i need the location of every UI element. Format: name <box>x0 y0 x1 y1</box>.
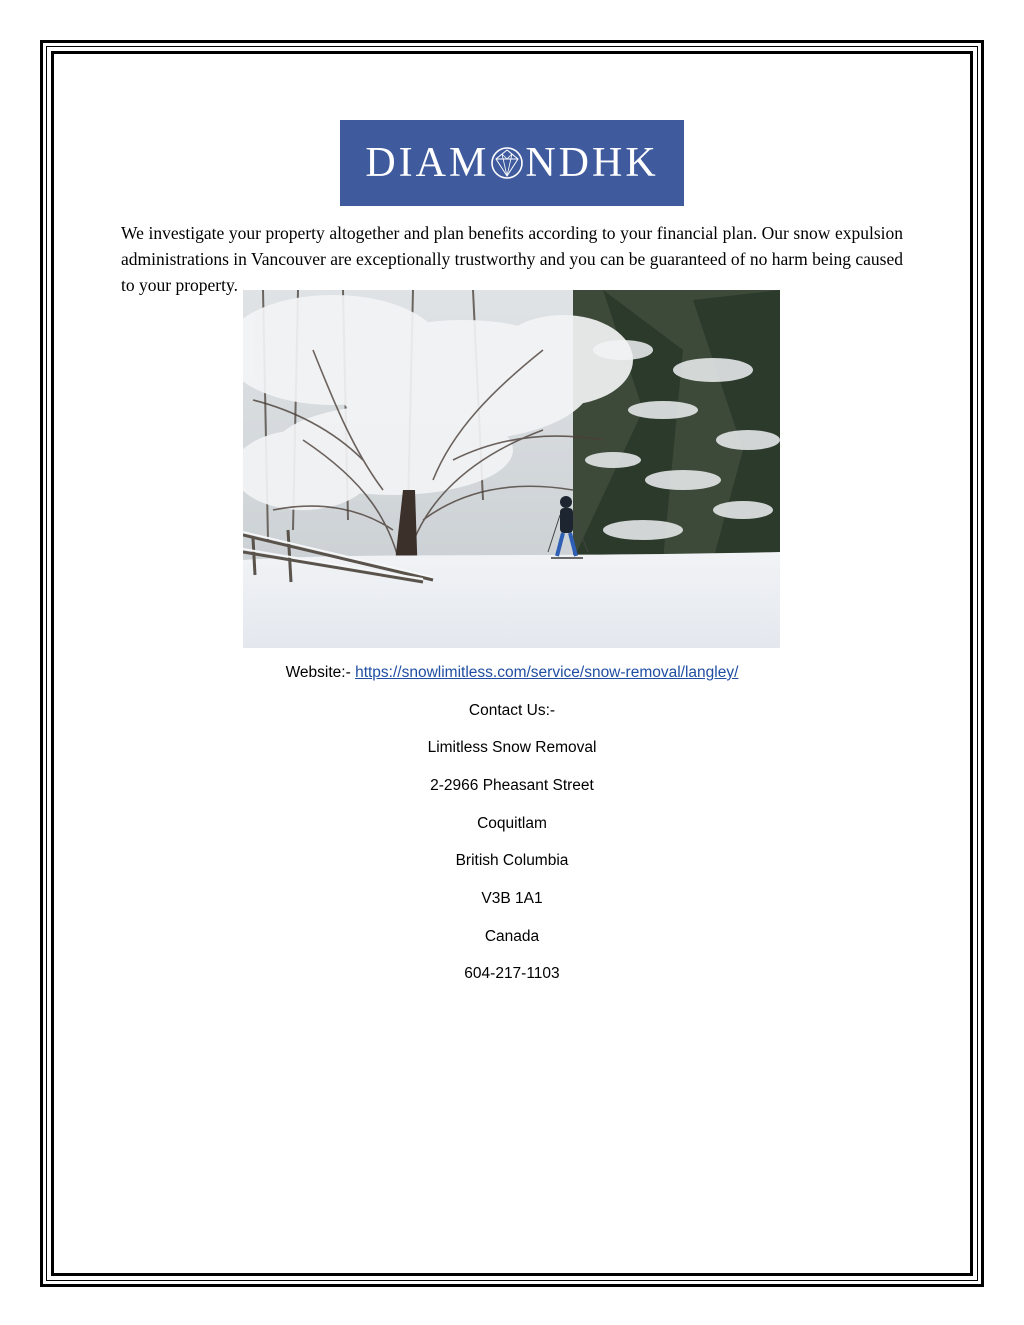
contact-heading: Contact Us:- <box>468 702 556 719</box>
diamond-gem-icon <box>490 146 524 180</box>
province: British Columbia <box>455 852 569 869</box>
website-link[interactable]: https://snowlimitless.com/service/snow-removal/langley/ <box>355 664 739 681</box>
city: Coquitlam <box>477 815 547 832</box>
logo-text-right: NDHK <box>525 140 659 186</box>
phone-number: 604-217-1103 <box>464 965 560 982</box>
website-label: Website:- <box>285 664 356 681</box>
website-line <box>0 664 1024 682</box>
logo-wordmark <box>365 142 658 184</box>
logo-text-left: DIAM <box>365 140 490 186</box>
street-address: 2-2966 Pheasant Street <box>430 777 594 794</box>
company-name: Limitless Snow Removal <box>427 739 597 756</box>
country: Canada <box>484 928 540 945</box>
intro-paragraph: We investigate your property altogether and plan benefits according to your financial plan. Our snow expulsion administrations in Vancouver are exceptionally trustworthy and you can be guaranteed of no harm being caused to your property. <box>121 223 903 295</box>
diamondhk-logo <box>340 120 684 206</box>
snow-scene-photo <box>243 290 780 648</box>
postal-code: V3B 1A1 <box>481 890 543 907</box>
